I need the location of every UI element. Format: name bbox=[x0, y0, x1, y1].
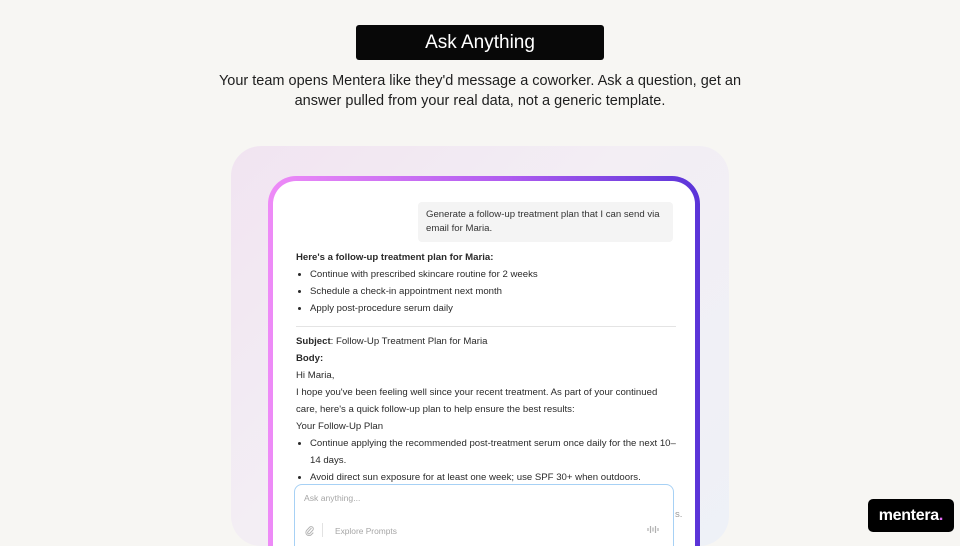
device-frame bbox=[268, 176, 700, 546]
user-message: Generate a follow-up treatment plan that I can send via email for Maria. bbox=[418, 202, 673, 242]
showcase-card bbox=[231, 146, 729, 546]
toolbar-separator bbox=[322, 523, 323, 537]
email-plan-list bbox=[296, 435, 676, 486]
plan-item: • Apply post-procedure serum daily bbox=[310, 300, 676, 317]
email-plan-item: • Avoid direct sun exposure for at least one week; use SPF 30+ when outdoors. bbox=[310, 469, 676, 486]
email-paragraph: I hope you've been feeling well since your recent treatment. As part of your continued care, here's a quick follow-up plan to help ensure the best results: bbox=[296, 387, 658, 415]
response-intro: Here's a follow-up treatment plan for Maria: bbox=[296, 252, 494, 263]
subject-label: Subject bbox=[296, 336, 331, 347]
assistant-response bbox=[296, 249, 676, 486]
plan-item: • Continue with prescribed skincare routine for 2 weeks bbox=[310, 266, 676, 283]
logo-dot: . bbox=[938, 506, 944, 524]
body-label: Body: bbox=[296, 353, 324, 364]
chat-input-placeholder[interactable]: Ask anything... bbox=[304, 493, 361, 503]
email-subject bbox=[296, 333, 676, 350]
chat-input-box[interactable] bbox=[294, 484, 674, 546]
title-pill bbox=[356, 25, 604, 60]
response-divider bbox=[296, 326, 676, 327]
plan-item: • Schedule a check-in appointment next month bbox=[310, 283, 676, 300]
page-title: Ask Anything bbox=[425, 31, 535, 53]
plan-list bbox=[296, 266, 676, 317]
mentera-logo bbox=[868, 499, 954, 532]
plan-heading: Your Follow-Up Plan bbox=[296, 421, 384, 432]
email-plan-item: • Continue applying the recommended post-treatment serum once daily for the next 10–14 days. bbox=[310, 435, 676, 469]
chat-screen bbox=[273, 181, 695, 546]
page-subtitle: Your team opens Mentera like they'd message a coworker. Ask a question, get an answer pulled from your real data, not a generic template. bbox=[218, 73, 742, 109]
overflow-text: s. bbox=[675, 509, 683, 520]
logo-text: mentera bbox=[878, 506, 939, 524]
waveform-icon[interactable] bbox=[647, 525, 659, 536]
explore-prompts-button[interactable]: Explore Prompts bbox=[335, 526, 397, 536]
email-greeting: Hi Maria, bbox=[296, 370, 335, 381]
subject-value: : Follow-Up Treatment Plan for Maria bbox=[330, 336, 488, 347]
paperclip-icon[interactable] bbox=[305, 525, 314, 538]
